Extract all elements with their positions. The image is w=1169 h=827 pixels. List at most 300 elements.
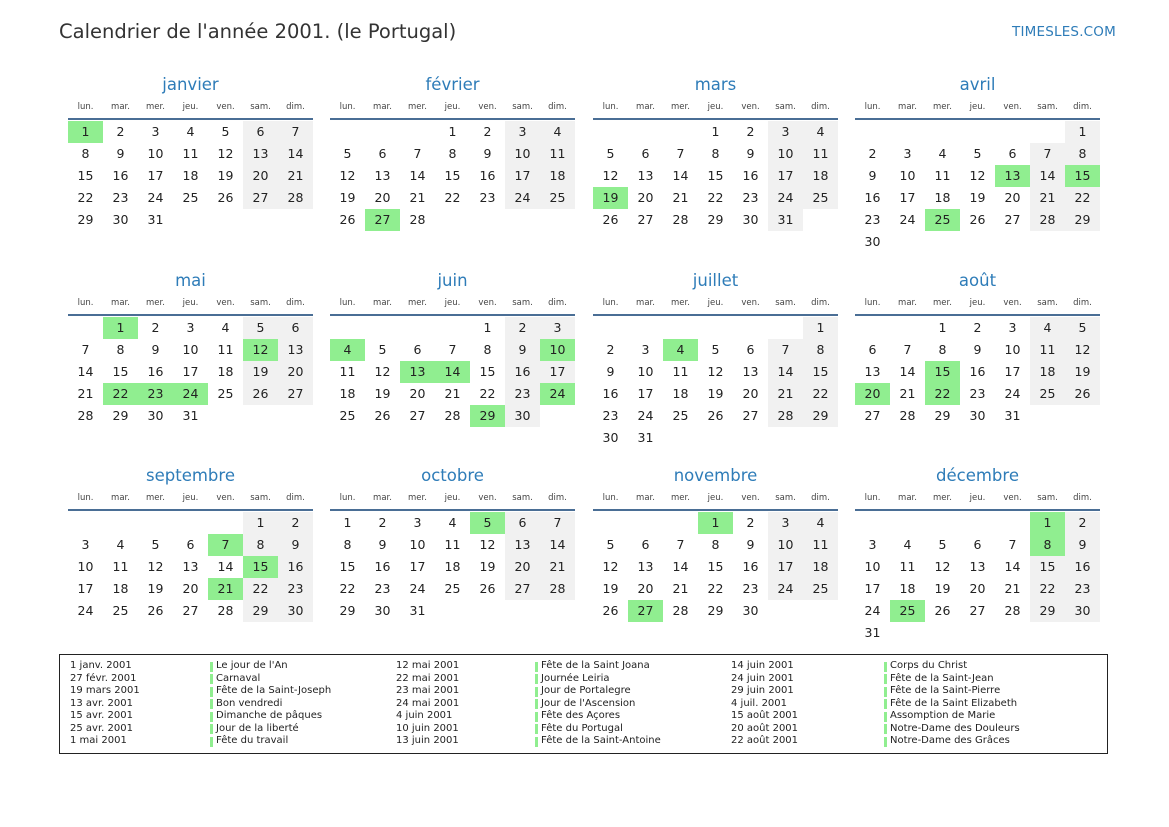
day-cell: 9 bbox=[278, 534, 313, 556]
day-cell: 26 bbox=[217, 190, 234, 205]
day-cell: 17 bbox=[77, 581, 94, 596]
day-cell: 28 bbox=[1030, 209, 1065, 231]
day-cell: 26 bbox=[602, 212, 619, 227]
weekday-label: jeu. bbox=[444, 102, 461, 112]
day-cell: 4 bbox=[540, 121, 575, 143]
day-cell: 5 bbox=[938, 537, 947, 552]
day-cell: 14 bbox=[768, 361, 803, 383]
day-cell: 11 bbox=[444, 537, 461, 552]
day-cell: 15 bbox=[112, 364, 129, 379]
day-cell: 19 bbox=[969, 190, 986, 205]
day-cell: 8 bbox=[1065, 143, 1100, 165]
day-cell: 18 bbox=[444, 559, 461, 574]
weekday-label: lun. bbox=[339, 493, 356, 503]
weekday-label: ven. bbox=[1003, 102, 1022, 112]
weekday-label: dim. bbox=[286, 102, 305, 112]
weekday-label: ven. bbox=[478, 493, 497, 503]
day-cell: 31 bbox=[409, 603, 426, 618]
weekday-label: ven. bbox=[741, 493, 760, 503]
weekday-label: mer. bbox=[671, 102, 690, 112]
day-cell: 17 bbox=[899, 190, 916, 205]
month-name: mars bbox=[694, 75, 737, 94]
day-cell: 7 bbox=[448, 342, 457, 357]
day-cell: 21 bbox=[77, 386, 94, 401]
holiday-day-cell: 4 bbox=[330, 339, 365, 361]
day-cell: 31 bbox=[768, 209, 803, 231]
day-cell: 28 bbox=[672, 603, 689, 618]
day-cell: 22 bbox=[243, 578, 278, 600]
weekday-label: dim. bbox=[811, 102, 830, 112]
day-cell: 2 bbox=[278, 512, 313, 534]
day-cell: 28 bbox=[217, 603, 234, 618]
day-cell: 9 bbox=[483, 146, 492, 161]
weekday-label: mar. bbox=[898, 298, 917, 308]
day-cell: 21 bbox=[278, 165, 313, 187]
day-cell: 5 bbox=[221, 124, 230, 139]
day-cell: 25 bbox=[339, 408, 356, 423]
month-name: mai bbox=[175, 271, 206, 290]
day-cell: 23 bbox=[969, 386, 986, 401]
month-divider bbox=[593, 509, 838, 511]
day-cell: 25 bbox=[540, 187, 575, 209]
day-cell: 31 bbox=[864, 625, 881, 640]
legend-holiday-name: Carnaval bbox=[216, 672, 261, 684]
day-cell: 20 bbox=[637, 190, 654, 205]
day-cell: 29 bbox=[339, 603, 356, 618]
legend-date: 10 juin 2001 bbox=[396, 722, 459, 734]
month-name: décembre bbox=[936, 466, 1019, 485]
legend-holiday-name: Jour de Portalegre bbox=[541, 685, 631, 696]
day-cell: 13 bbox=[637, 168, 654, 183]
day-cell: 26 bbox=[339, 212, 356, 227]
holiday-day-cell: 22 bbox=[925, 383, 960, 405]
day-cell: 12 bbox=[479, 537, 496, 552]
legend-date: 20 août 2001 bbox=[731, 722, 799, 734]
day-cell: 11 bbox=[540, 143, 575, 165]
weekday-label: sam. bbox=[250, 102, 271, 112]
holiday-day-cell: 23 bbox=[138, 383, 173, 405]
day-cell: 29 bbox=[707, 603, 724, 618]
day-cell: 26 bbox=[602, 603, 619, 618]
day-cell: 3 bbox=[186, 320, 195, 335]
day-cell: 20 bbox=[1004, 190, 1021, 205]
day-cell: 27 bbox=[742, 408, 759, 423]
day-cell: 18 bbox=[934, 190, 951, 205]
day-cell: 23 bbox=[278, 578, 313, 600]
day-cell: 23 bbox=[112, 190, 129, 205]
weekday-label: ven. bbox=[216, 102, 235, 112]
day-cell: 11 bbox=[934, 168, 951, 183]
day-cell: 16 bbox=[1065, 556, 1100, 578]
day-cell: 1 bbox=[448, 124, 457, 139]
day-cell: 1 bbox=[343, 515, 352, 530]
weekday-label: mar. bbox=[636, 298, 655, 308]
day-cell: 15 bbox=[339, 559, 356, 574]
day-cell: 27 bbox=[409, 408, 426, 423]
weekday-label: lun. bbox=[77, 298, 94, 308]
holiday-day-cell: 1 bbox=[103, 317, 138, 339]
day-cell: 22 bbox=[707, 581, 724, 596]
day-cell: 8 bbox=[343, 537, 352, 552]
day-cell: 5 bbox=[606, 537, 615, 552]
day-cell: 13 bbox=[278, 339, 313, 361]
day-cell: 17 bbox=[147, 168, 164, 183]
day-cell: 16 bbox=[742, 559, 759, 574]
holiday-day-cell: 1 bbox=[68, 121, 103, 143]
day-cell: 7 bbox=[1008, 537, 1017, 552]
day-cell: 29 bbox=[77, 212, 94, 227]
legend-holiday-name: Corps du Christ bbox=[890, 660, 968, 671]
day-cell: 21 bbox=[768, 383, 803, 405]
legend-date: 15 août 2001 bbox=[731, 710, 799, 721]
day-cell: 24 bbox=[768, 187, 803, 209]
legend-date: 1 janv. 2001 bbox=[70, 660, 132, 671]
day-cell: 1 bbox=[711, 124, 720, 139]
day-cell: 22 bbox=[77, 190, 94, 205]
day-cell: 28 bbox=[540, 578, 575, 600]
weekday-label: sam. bbox=[512, 298, 533, 308]
day-cell: 9 bbox=[973, 342, 982, 357]
day-cell: 11 bbox=[182, 146, 199, 161]
weekday-label: lun. bbox=[864, 493, 881, 503]
month-divider bbox=[855, 314, 1100, 316]
day-cell: 30 bbox=[864, 234, 881, 249]
day-cell: 16 bbox=[505, 361, 540, 383]
day-cell: 2 bbox=[151, 320, 160, 335]
day-cell: 3 bbox=[540, 317, 575, 339]
day-cell: 8 bbox=[711, 146, 720, 161]
holiday-day-cell: 25 bbox=[925, 209, 960, 231]
day-cell: 17 bbox=[409, 559, 426, 574]
weekday-label: mer. bbox=[933, 298, 952, 308]
day-cell: 11 bbox=[672, 364, 689, 379]
legend-holiday-name: Fête de la Saint Elizabeth bbox=[890, 697, 1018, 709]
day-cell: 25 bbox=[803, 578, 838, 600]
day-cell: 27 bbox=[278, 383, 313, 405]
day-cell: 5 bbox=[973, 146, 982, 161]
holiday-day-cell: 15 bbox=[925, 361, 960, 383]
holiday-day-cell: 14 bbox=[435, 361, 470, 383]
site-logo[interactable]: TIMESLES.COM bbox=[1012, 24, 1116, 40]
day-cell: 23 bbox=[479, 190, 496, 205]
day-cell: 13 bbox=[374, 168, 391, 183]
day-cell: 10 bbox=[899, 168, 916, 183]
day-cell: 14 bbox=[540, 534, 575, 556]
day-cell: 2 bbox=[483, 124, 492, 139]
day-cell: 17 bbox=[637, 386, 654, 401]
day-cell: 2 bbox=[746, 124, 755, 139]
legend-date: 22 mai 2001 bbox=[396, 672, 460, 684]
day-cell: 16 bbox=[374, 559, 391, 574]
day-cell: 28 bbox=[77, 408, 94, 423]
day-cell: 18 bbox=[540, 165, 575, 187]
weekday-label: ven. bbox=[478, 102, 497, 112]
day-cell: 17 bbox=[505, 165, 540, 187]
holiday-day-cell: 21 bbox=[208, 578, 243, 600]
day-cell: 19 bbox=[147, 581, 164, 596]
day-cell: 26 bbox=[707, 408, 724, 423]
day-cell: 13 bbox=[243, 143, 278, 165]
legend-holiday-name: Fête des Açores bbox=[541, 710, 621, 721]
weekday-label: lun. bbox=[864, 102, 881, 112]
weekday-label: mar. bbox=[111, 493, 130, 503]
legend-holiday-name: Notre-Dame des Grâces bbox=[890, 735, 1010, 746]
holiday-day-cell: 29 bbox=[470, 405, 505, 427]
day-cell: 11 bbox=[803, 534, 838, 556]
legend-color-marker bbox=[210, 699, 213, 709]
day-cell: 30 bbox=[742, 603, 759, 618]
legend-color-marker bbox=[884, 724, 887, 734]
holiday-day-cell: 1 bbox=[698, 512, 733, 534]
month-name: avril bbox=[959, 75, 996, 94]
day-cell: 14 bbox=[1004, 559, 1021, 574]
month-name: août bbox=[958, 271, 997, 290]
day-cell: 26 bbox=[147, 603, 164, 618]
weekday-label: sam. bbox=[1037, 298, 1058, 308]
day-cell: 21 bbox=[672, 190, 689, 205]
weekday-label: jeu. bbox=[969, 102, 986, 112]
day-cell: 12 bbox=[339, 168, 356, 183]
weekday-label: jeu. bbox=[182, 493, 199, 503]
legend-color-marker bbox=[210, 712, 213, 722]
day-cell: 5 bbox=[606, 146, 615, 161]
day-cell: 15 bbox=[707, 559, 724, 574]
day-cell: 23 bbox=[864, 212, 881, 227]
month-divider bbox=[855, 509, 1100, 511]
day-cell: 19 bbox=[1065, 361, 1100, 383]
day-cell: 22 bbox=[1030, 578, 1065, 600]
legend-color-marker bbox=[535, 712, 538, 722]
day-cell: 6 bbox=[746, 342, 755, 357]
day-cell: 10 bbox=[768, 534, 803, 556]
day-cell: 22 bbox=[479, 386, 496, 401]
day-cell: 11 bbox=[339, 364, 356, 379]
weekday-label: sam. bbox=[1037, 102, 1058, 112]
day-cell: 26 bbox=[479, 581, 496, 596]
day-cell: 15 bbox=[803, 361, 838, 383]
legend-color-marker bbox=[535, 674, 538, 684]
holiday-day-cell: 24 bbox=[540, 383, 575, 405]
day-cell: 21 bbox=[540, 556, 575, 578]
day-cell: 7 bbox=[676, 146, 685, 161]
weekday-label: mer. bbox=[146, 102, 165, 112]
day-cell: 31 bbox=[147, 212, 164, 227]
day-cell: 7 bbox=[413, 146, 422, 161]
day-cell: 17 bbox=[864, 581, 881, 596]
legend-color-marker bbox=[210, 662, 213, 672]
day-cell: 4 bbox=[938, 146, 947, 161]
legend-color-marker bbox=[535, 699, 538, 709]
weekday-label: dim. bbox=[286, 493, 305, 503]
weekday-label: lun. bbox=[77, 493, 94, 503]
month-divider bbox=[593, 118, 838, 120]
day-cell: 30 bbox=[278, 600, 313, 622]
weekday-label: mer. bbox=[933, 102, 952, 112]
day-cell: 5 bbox=[711, 342, 720, 357]
weekday-label: mar. bbox=[373, 102, 392, 112]
weekday-label: jeu. bbox=[444, 298, 461, 308]
day-cell: 6 bbox=[243, 121, 278, 143]
month-divider bbox=[330, 509, 575, 511]
day-cell: 22 bbox=[444, 190, 461, 205]
day-cell: 12 bbox=[1065, 339, 1100, 361]
day-cell: 17 bbox=[768, 556, 803, 578]
day-cell: 4 bbox=[186, 124, 195, 139]
holiday-day-cell: 19 bbox=[593, 187, 628, 209]
day-cell: 1 bbox=[938, 320, 947, 335]
day-cell: 15 bbox=[1030, 556, 1065, 578]
holiday-day-cell: 12 bbox=[243, 339, 278, 361]
legend-holiday-name: Fête de la Saint-Joseph bbox=[216, 685, 332, 696]
day-cell: 6 bbox=[868, 342, 877, 357]
day-cell: 15 bbox=[707, 168, 724, 183]
day-cell: 20 bbox=[278, 361, 313, 383]
day-cell: 2 bbox=[1065, 512, 1100, 534]
weekday-label: mar. bbox=[636, 102, 655, 112]
day-cell: 10 bbox=[768, 143, 803, 165]
holiday-day-cell: 4 bbox=[663, 339, 698, 361]
legend-holiday-name: Bon vendredi bbox=[216, 697, 283, 709]
day-cell: 31 bbox=[637, 430, 654, 445]
day-cell: 7 bbox=[676, 537, 685, 552]
weekday-label: mar. bbox=[898, 102, 917, 112]
weekday-label: sam. bbox=[250, 298, 271, 308]
weekday-label: dim. bbox=[1073, 102, 1092, 112]
day-cell: 13 bbox=[742, 364, 759, 379]
holiday-day-cell: 13 bbox=[400, 361, 435, 383]
legend-color-marker bbox=[884, 687, 887, 697]
weekday-label: mar. bbox=[111, 102, 130, 112]
day-cell: 22 bbox=[1065, 187, 1100, 209]
weekday-label: sam. bbox=[775, 298, 796, 308]
weekday-label: dim. bbox=[548, 298, 567, 308]
day-cell: 4 bbox=[116, 537, 125, 552]
weekday-label: jeu. bbox=[182, 102, 199, 112]
day-cell: 14 bbox=[672, 559, 689, 574]
day-cell: 25 bbox=[182, 190, 199, 205]
legend-color-marker bbox=[210, 724, 213, 734]
day-cell: 5 bbox=[151, 537, 160, 552]
weekday-label: sam. bbox=[512, 102, 533, 112]
day-cell: 16 bbox=[147, 364, 164, 379]
day-cell: 10 bbox=[182, 342, 199, 357]
day-cell: 10 bbox=[147, 146, 164, 161]
month-name: juillet bbox=[692, 271, 739, 290]
day-cell: 12 bbox=[217, 146, 234, 161]
holiday-day-cell: 25 bbox=[890, 600, 925, 622]
legend-holiday-name: Journée Leiria bbox=[541, 672, 610, 684]
weekday-label: lun. bbox=[602, 102, 619, 112]
holiday-day-cell: 1 bbox=[1030, 512, 1065, 534]
day-cell: 2 bbox=[746, 515, 755, 530]
day-cell: 7 bbox=[1030, 143, 1065, 165]
legend-color-marker bbox=[535, 662, 538, 672]
day-cell: 13 bbox=[864, 364, 881, 379]
holiday-day-cell: 24 bbox=[173, 383, 208, 405]
weekday-label: mar. bbox=[111, 298, 130, 308]
day-cell: 11 bbox=[899, 559, 916, 574]
day-cell: 18 bbox=[672, 386, 689, 401]
day-cell: 13 bbox=[637, 559, 654, 574]
day-cell: 10 bbox=[637, 364, 654, 379]
day-cell: 18 bbox=[217, 364, 234, 379]
day-cell: 19 bbox=[243, 361, 278, 383]
day-cell: 9 bbox=[378, 537, 387, 552]
weekday-label: ven. bbox=[478, 298, 497, 308]
day-cell: 24 bbox=[899, 212, 916, 227]
day-cell: 10 bbox=[1004, 342, 1021, 357]
weekday-label: sam. bbox=[512, 493, 533, 503]
legend-holiday-name: Fête de la Saint Joana bbox=[541, 660, 650, 671]
day-cell: 6 bbox=[186, 537, 195, 552]
day-cell: 3 bbox=[505, 121, 540, 143]
day-cell: 20 bbox=[742, 386, 759, 401]
day-cell: 2 bbox=[606, 342, 615, 357]
day-cell: 2 bbox=[116, 124, 125, 139]
day-cell: 23 bbox=[742, 581, 759, 596]
legend-holiday-name: Notre-Dame des Douleurs bbox=[890, 722, 1020, 734]
day-cell: 28 bbox=[768, 405, 803, 427]
day-cell: 10 bbox=[864, 559, 881, 574]
day-cell: 23 bbox=[602, 408, 619, 423]
weekday-label: lun. bbox=[864, 298, 881, 308]
legend-date: 29 juin 2001 bbox=[731, 685, 794, 696]
day-cell: 3 bbox=[868, 537, 877, 552]
day-cell: 24 bbox=[505, 187, 540, 209]
day-cell: 21 bbox=[672, 581, 689, 596]
weekday-label: sam. bbox=[775, 493, 796, 503]
holiday-day-cell: 22 bbox=[103, 383, 138, 405]
weekday-label: ven. bbox=[1003, 493, 1022, 503]
day-cell: 18 bbox=[803, 165, 838, 187]
holiday-legend bbox=[59, 654, 1108, 754]
day-cell: 25 bbox=[803, 187, 838, 209]
day-cell: 5 bbox=[343, 146, 352, 161]
day-cell: 23 bbox=[374, 581, 391, 596]
day-cell: 24 bbox=[1004, 386, 1021, 401]
weekday-label: dim. bbox=[548, 102, 567, 112]
day-cell: 24 bbox=[637, 408, 654, 423]
weekday-label: lun. bbox=[339, 298, 356, 308]
day-cell: 26 bbox=[243, 383, 278, 405]
month-name: novembre bbox=[673, 466, 758, 485]
day-cell: 28 bbox=[444, 408, 461, 423]
weekday-label: lun. bbox=[602, 298, 619, 308]
legend-color-marker bbox=[210, 687, 213, 697]
holiday-day-cell: 10 bbox=[540, 339, 575, 361]
month-name: octobre bbox=[421, 466, 484, 485]
day-cell: 12 bbox=[969, 168, 986, 183]
day-cell: 5 bbox=[243, 317, 278, 339]
day-cell: 20 bbox=[409, 386, 426, 401]
day-cell: 10 bbox=[77, 559, 94, 574]
day-cell: 21 bbox=[1004, 581, 1021, 596]
day-cell: 24 bbox=[77, 603, 94, 618]
legend-color-marker bbox=[535, 737, 538, 747]
day-cell: 12 bbox=[707, 364, 724, 379]
legend-holiday-name: Jour de l'Ascension bbox=[541, 697, 636, 709]
legend-holiday-name: Fête de la Saint-Pierre bbox=[890, 685, 1001, 696]
day-cell: 23 bbox=[742, 190, 759, 205]
day-cell: 8 bbox=[711, 537, 720, 552]
day-cell: 7 bbox=[903, 342, 912, 357]
day-cell: 14 bbox=[899, 364, 916, 379]
day-cell: 8 bbox=[243, 534, 278, 556]
month-name: septembre bbox=[146, 466, 235, 485]
legend-color-marker bbox=[884, 699, 887, 709]
day-cell: 25 bbox=[112, 603, 129, 618]
day-cell: 20 bbox=[182, 581, 199, 596]
